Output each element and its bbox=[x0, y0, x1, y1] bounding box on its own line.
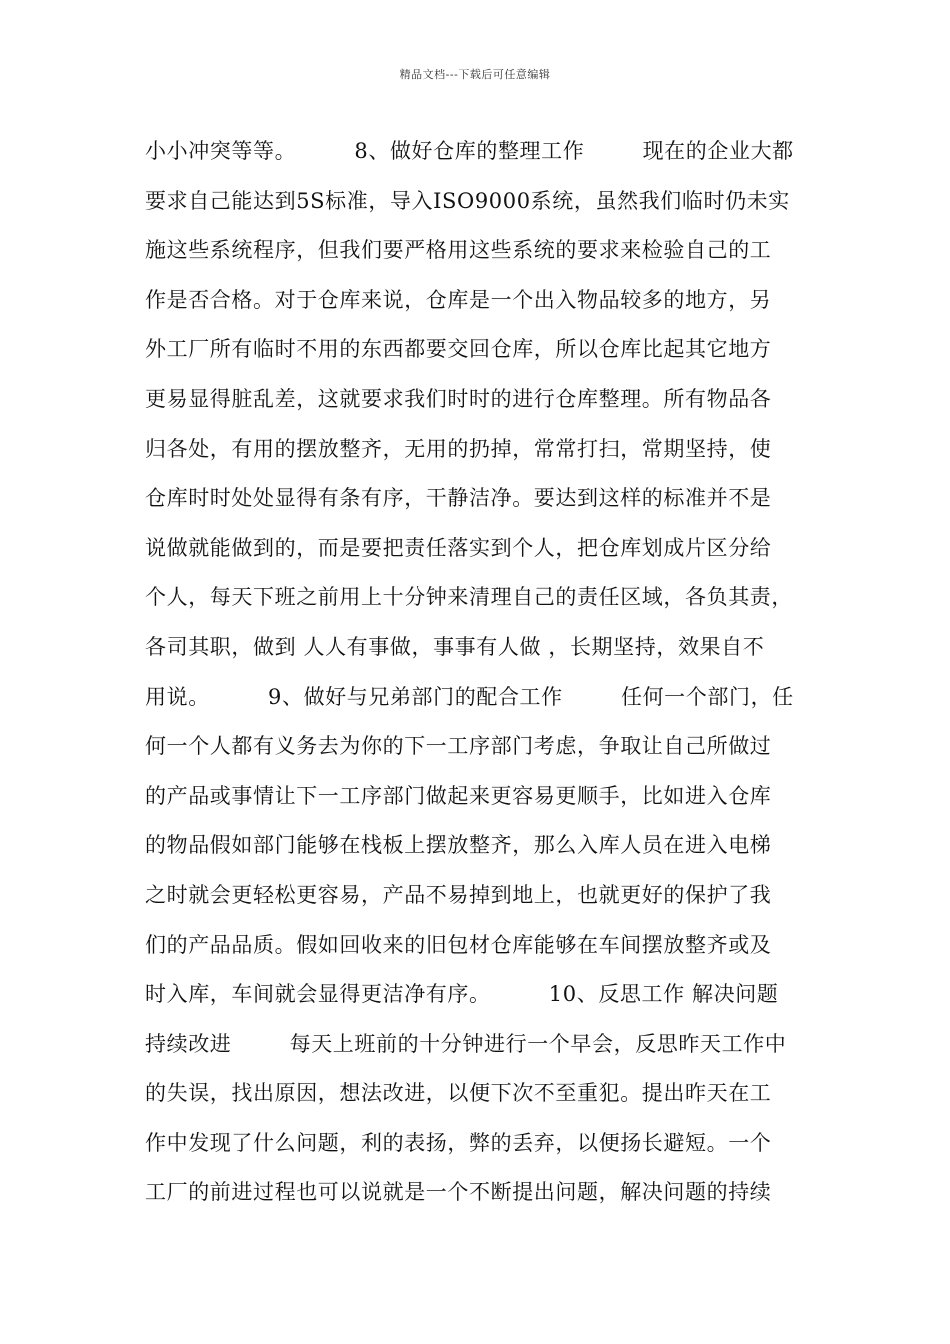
text-line: 的产品或事情让下一工序部门做起来更容易更顺手，比如进入仓库 bbox=[145, 783, 772, 808]
text-line: 何一个人都有义务去为你的下一工序部门考虑，争取让自己所做过 bbox=[145, 734, 772, 759]
text-line: 时入库，车间就会显得更洁净有序。 10、反思工作 解决问题 bbox=[145, 982, 779, 1007]
text-line: 更易显得脏乱差，这就要求我们时时的进行仓库整理。所有物品各 bbox=[145, 386, 772, 411]
body-text bbox=[145, 127, 825, 1218]
text-line: 归各处，有用的摆放整齐，无用的扔掉，常常打扫，常期坚持，使 bbox=[145, 436, 772, 461]
text-line: 的失误，找出原因，想法改进，以便下次不至重犯。提出昨天在工 bbox=[145, 1081, 772, 1106]
text-line: 持续改进 每天上班前的十分钟进行一个早会，反思昨天工作中 bbox=[145, 1031, 787, 1056]
text-line: 要求自己能达到5S标准，导入ISO9000系统，虽然我们临时仍未实 bbox=[145, 188, 790, 213]
text-line: 之时就会更轻松更容易，产品不易掉到地上，也就更好的保护了我 bbox=[145, 882, 772, 907]
page-header: 精品文档---下载后可任意编辑 bbox=[399, 68, 551, 81]
text-line: 用说。 9、做好与兄弟部门的配合工作 任何一个部门，任 bbox=[145, 684, 794, 709]
text-line: 作是否合格。对于仓库来说，仓库是一个出入物品较多的地方，另 bbox=[145, 287, 772, 312]
text-line: 外工厂所有临时不用的东西都要交回仓库，所以仓库比起其它地方 bbox=[145, 337, 772, 362]
text-line: 们的产品品质。假如回收来的旧包材仓库能够在车间摆放整齐或及 bbox=[145, 932, 772, 957]
text-line: 仓库时时处处显得有条有序，干静洁净。要达到这样的标准并不是 bbox=[145, 486, 772, 511]
text-line: 小小冲突等等。 8、做好仓库的整理工作 现在的企业大都 bbox=[145, 139, 794, 163]
text-line: 的物品假如部门能够在栈板上摆放整齐，那么入库人员在进入电梯 bbox=[145, 833, 772, 858]
text-line: 各司其职，做到 人人有事做，事事有人做 ，长期坚持，效果自不 bbox=[145, 634, 765, 659]
text-line: 工厂的前进过程也可以说就是一个不断提出问题，解决问题的持续 bbox=[145, 1180, 772, 1205]
text-line: 说做就能做到的，而是要把责任落实到个人，把仓库划成片区分给 bbox=[145, 535, 772, 560]
text-line: 作中发现了什么问题，利的表扬，弊的丢弃，以便扬长避短。一个 bbox=[145, 1130, 772, 1155]
text-line: 个人，每天下班之前用上十分钟来清理自己的责任区域，各负其责， bbox=[145, 585, 793, 610]
text-line: 施这些系统程序，但我们要严格用这些系统的要求来检验自己的工 bbox=[145, 238, 772, 263]
